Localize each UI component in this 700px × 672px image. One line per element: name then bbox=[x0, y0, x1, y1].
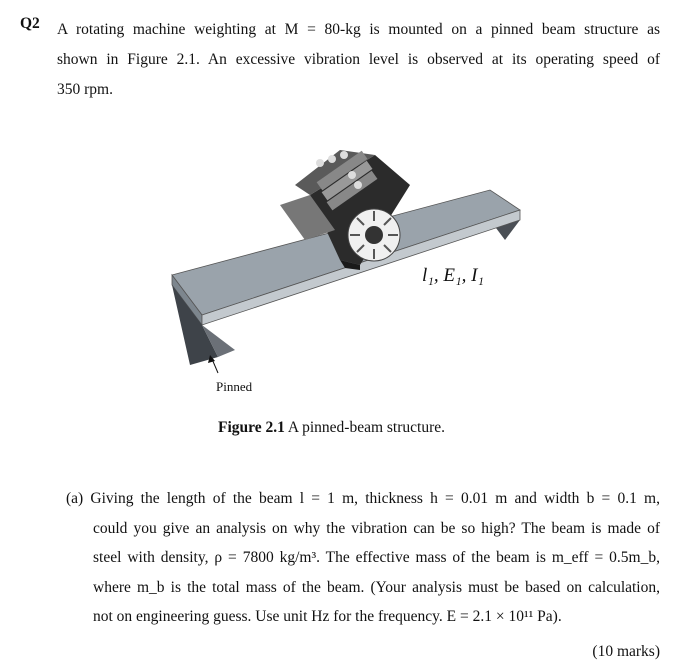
part-a-line-1: (a) Giving the length of the beam l = 1 m, thickness h = 0.01 m and width b = 0.1 m, bbox=[66, 490, 660, 507]
question-number: Q2 bbox=[20, 15, 40, 32]
figure-caption bbox=[218, 419, 445, 437]
marks: (10 marks) bbox=[592, 643, 660, 660]
question-line-1: A rotating machine weighting at M = 80-kg is mounted on a pinned beam structure as bbox=[57, 21, 660, 38]
part-a bbox=[66, 484, 660, 632]
question-line-3: 350 rpm. bbox=[57, 81, 113, 98]
question-line-2: shown in Figure 2.1. An excessive vibration level is observed at its operating speed of bbox=[57, 51, 660, 68]
pinned-label: Pinned bbox=[216, 379, 253, 394]
part-a-line-5: not on engineering guess. Use unit Hz for the frequency. E = 2.1 × 10¹¹ Pa). bbox=[93, 608, 562, 625]
caption-figure-number: Figure 2.1 bbox=[218, 419, 285, 436]
question-text bbox=[57, 15, 660, 105]
part-a-line-4: where m_b is the total mass of the beam. (Your analysis must be based on calculation, bbox=[93, 578, 660, 596]
part-a-line-2: could you give an analysis on why the vibration can be so high? The beam is made of bbox=[93, 519, 660, 537]
caption-text: A pinned-beam structure. bbox=[284, 419, 445, 436]
beam-properties-label: l₁, E₁, I₁ bbox=[422, 265, 485, 286]
part-a-line-3: steel with density, ρ = 7800 kg/m³. The effective mass of the beam is m_eff = 0.5m_b, bbox=[93, 549, 660, 566]
